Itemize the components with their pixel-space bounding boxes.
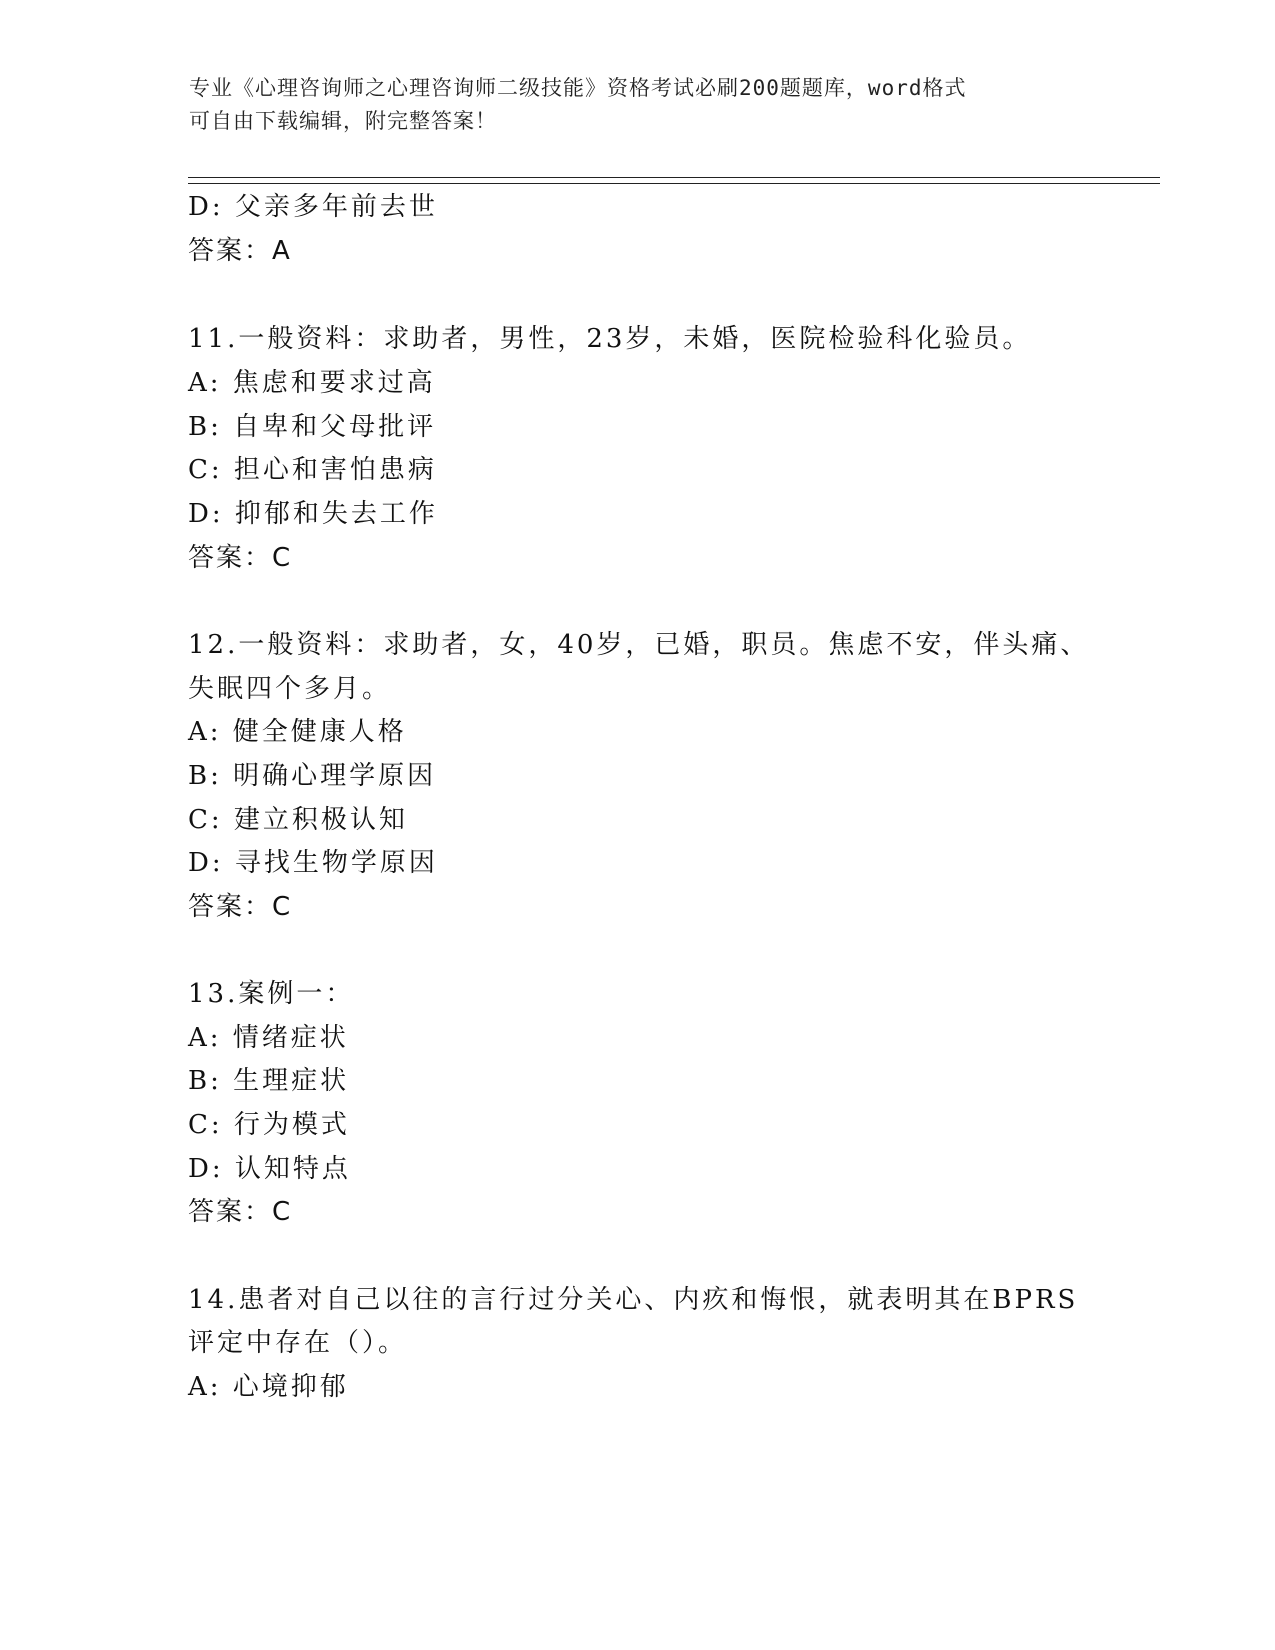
question-13-stem: 13.案例一： bbox=[188, 979, 355, 1009]
question-12-stem-line-1: 12.一般资料：求助者，女，40岁，已婚，职员。焦虑不安，伴头痛、 bbox=[188, 630, 1090, 660]
question-11-answer: 答案：C bbox=[188, 543, 293, 573]
question-13-option-d: D: 认知特点 bbox=[188, 1154, 351, 1184]
question-12-option-c: C: 建立积极认知 bbox=[188, 805, 408, 835]
question-14-stem-line-2: 评定中存在（）。 bbox=[188, 1328, 408, 1358]
question-12-stem-line-2: 失眠四个多月。 bbox=[188, 674, 392, 704]
header-title-line-2: 可自由下载编辑，附完整答案！ bbox=[189, 109, 497, 133]
document-header bbox=[189, 72, 1089, 138]
question-11-option-a: A: 焦虑和要求过高 bbox=[188, 368, 436, 398]
question-12-option-d: D: 寻找生物学原因 bbox=[188, 848, 438, 878]
question-11-stem: 11.一般资料：求助者，男性，23岁，未婚，医院检验科化验员。 bbox=[188, 324, 1032, 354]
header-divider-top bbox=[188, 177, 1160, 178]
question-11-option-c: C: 担心和害怕患病 bbox=[188, 455, 437, 485]
question-11-option-b: B: 自卑和父母批评 bbox=[188, 412, 437, 442]
header-title-line-1: 专业《心理咨询师之心理咨询师二级技能》资格考试必刷200题题库，word格式 bbox=[189, 76, 967, 100]
question-13-option-c: C: 行为模式 bbox=[188, 1110, 350, 1140]
header-divider-bottom bbox=[188, 183, 1160, 184]
question-12-option-b: B: 明确心理学原因 bbox=[188, 761, 437, 791]
prev-question-answer: 答案：A bbox=[188, 236, 292, 266]
question-13-option-b: B: 生理症状 bbox=[188, 1066, 350, 1096]
question-12-answer: 答案：C bbox=[188, 892, 293, 922]
question-11-option-d: D: 抑郁和失去工作 bbox=[188, 499, 438, 529]
question-13-answer: 答案：C bbox=[188, 1197, 293, 1227]
question-12-option-a: A: 健全健康人格 bbox=[188, 717, 407, 747]
question-14-option-a: A: 心境抑郁 bbox=[188, 1372, 349, 1402]
question-13-option-a: A: 情绪症状 bbox=[188, 1023, 349, 1053]
question-14-stem-line-1: 14.患者对自己以往的言行过分关心、内疚和悔恨，就表明其在BPRS bbox=[188, 1285, 1079, 1315]
prev-question-option-d: D: 父亲多年前去世 bbox=[188, 192, 438, 222]
